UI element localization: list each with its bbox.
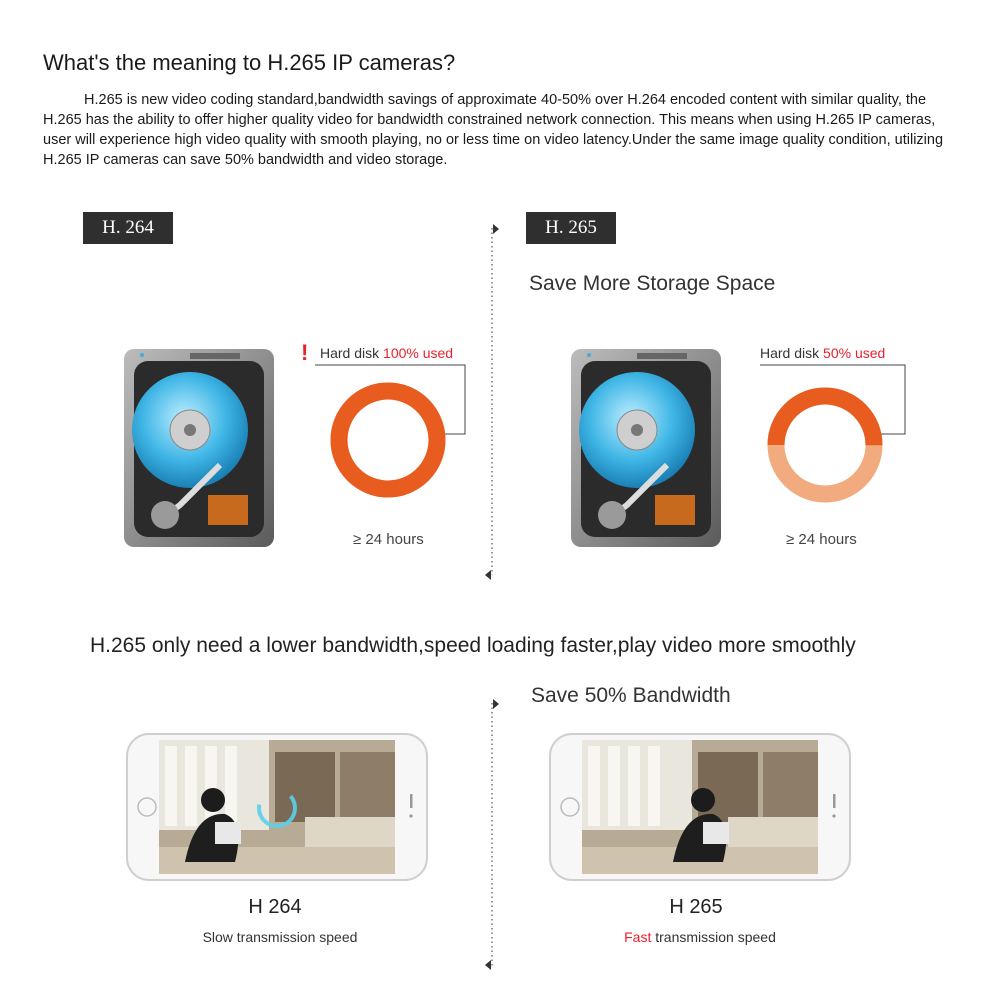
warning-icon: ! <box>301 340 309 365</box>
left-hours: ≥ 24 hours <box>353 531 424 548</box>
save-storage-heading: Save More Storage Space <box>529 272 776 295</box>
right-hours: ≥ 24 hours <box>786 531 857 548</box>
fast-highlight: Fast <box>624 929 652 945</box>
left-phone-caption: H 264 <box>248 896 302 918</box>
h264-tag: H. 264 <box>83 212 173 244</box>
intro-paragraph: H.265 is new video coding standard,bandwidth savings of approximate 40-50% over H.264 encoded content with similar quality, the H.265 has the ability to offer higher quality video for bandwidth constrained network connection. This means when using H.265 IP cameras, user will experience high video quality with smooth playing, no or less time on video latency.Under the same image quality condition, utilizing H.265 IP cameras can save 50% bandwidth and video storage. <box>43 92 944 168</box>
divider-bottom <box>480 695 504 975</box>
right-phone-sub <box>570 929 830 945</box>
right-disk-usage: 50% used <box>823 345 886 361</box>
usage-ring-right <box>765 385 885 505</box>
usage-ring-left <box>328 380 448 500</box>
left-phone-sub: Slow transmission speed <box>202 929 358 945</box>
right-disk-label <box>760 345 885 361</box>
page-title: What's the meaning to H.265 IP cameras? <box>43 50 456 75</box>
phone-right <box>548 732 853 882</box>
right-disk-label-prefix: Hard disk <box>760 345 824 361</box>
h265-tag: H. 265 <box>526 212 616 244</box>
hard-disk-icon-left <box>120 345 280 550</box>
divider-top <box>480 220 504 585</box>
phone-left <box>125 732 430 882</box>
ring-left-used-arc <box>339 391 437 489</box>
fast-sub-rest: transmission speed <box>651 929 776 945</box>
left-disk-usage: 100% used <box>383 345 454 361</box>
right-phone-caption: H 265 <box>669 896 723 918</box>
bandwidth-banner: H.265 only need a lower bandwidth,speed loading faster,play video more smoothly <box>90 634 856 657</box>
hard-disk-icon-right <box>567 345 727 550</box>
left-disk-label-prefix: Hard disk <box>320 345 384 361</box>
save-bandwidth-heading: Save 50% Bandwidth <box>531 684 731 707</box>
left-disk-label <box>320 345 453 361</box>
